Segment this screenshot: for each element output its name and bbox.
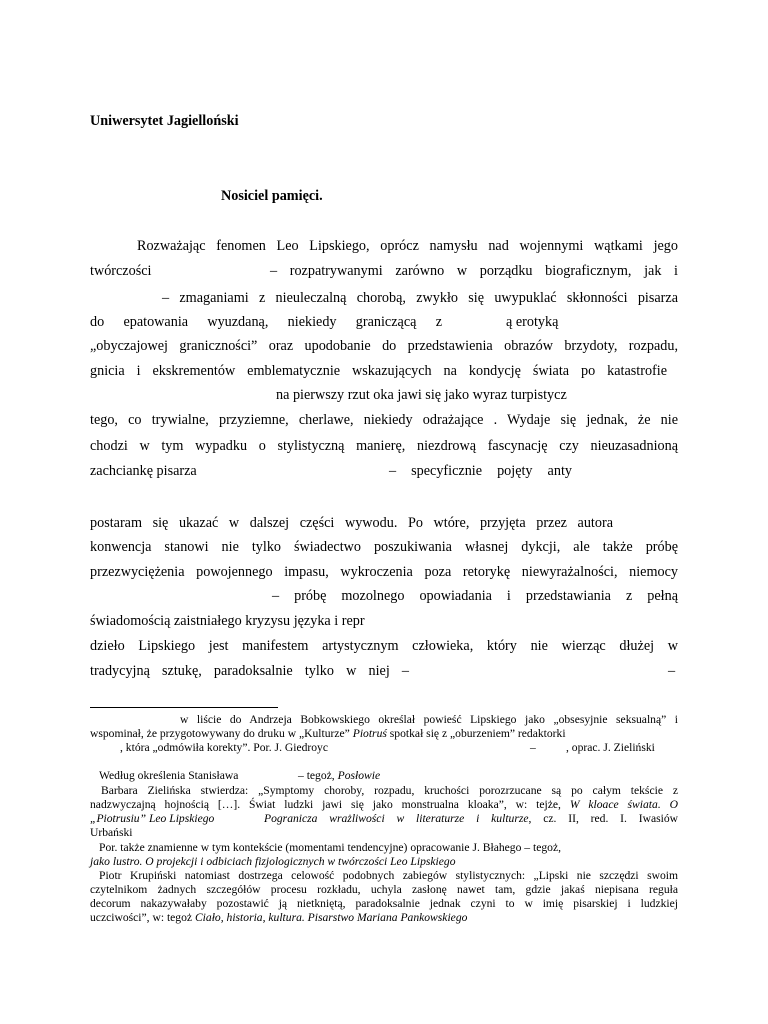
body-line-14: – próbę mozolnego opowiadania i przedstawiania z pełną — [272, 588, 678, 604]
footnote-separator — [90, 707, 278, 708]
footnote-3-line-3 — [90, 812, 214, 826]
body-line-5: „obyczajowej graniczności” oraz upodobanie do przedstawienia obrazów brzydoty, rozpadu, — [90, 338, 678, 354]
body-line-3: – zmaganiami z nieuleczalną chorobą, zwykło się uwypuklać skłonności pisarza — [162, 290, 678, 306]
footnote-2-title: Posłowie — [337, 769, 381, 782]
affiliation: Uniwersytet Jagielloński — [90, 113, 239, 129]
footnote-1-line-3c: , oprac. J. Zieliński — [566, 741, 655, 754]
footnote-3-title-cont: „Piotrusiu” Leo Lipskiego — [90, 812, 215, 825]
body-line-15: świadomością zaistniałego kryzysu języka i repr — [90, 613, 365, 629]
body-line-11: postaram się ukazać w dalszej części wywodu. Po wtóre, przyjęta przez autora — [90, 515, 613, 531]
body-line-10b: – specyficznie pojęty anty — [389, 463, 572, 479]
footnote-5-text: uczciwości”, w: tegoż — [90, 911, 193, 924]
footnote-5-title: Ciało, historia, kultura. Pisarstwo Mariana Pankowskiego — [194, 911, 468, 924]
footnote-5-line-4 — [90, 911, 467, 925]
footnote-1-line-2 — [90, 727, 566, 741]
footnote-1-text-cont: spotkał się z „oburzeniem” redaktorki — [389, 727, 566, 740]
body-line-10a: zachciankę pisarza — [90, 463, 197, 479]
body-line-16: dzieło Lipskiego jest manifestem artystycznym człowieka, który nie wierząc dłużej w — [90, 638, 678, 654]
body-line-9: chodzi w tym wypadku o stylistyczną manierę, niezdrową fascynację czy nieuzasadnioną — [90, 438, 678, 454]
footnote-4-line-2 — [90, 855, 456, 869]
footnote-3-line-3b — [264, 812, 678, 826]
footnote-1-line-3a: , która „odmówiła korekty”. Por. J. Giedroyc — [120, 741, 328, 754]
footnote-1-title: Piotruś — [352, 727, 387, 740]
footnote-2-b — [298, 769, 380, 783]
footnote-3-title: W kloace świata. O — [569, 798, 678, 811]
footnote-4-title: jako lustro. O projekcji i odbiciach fizjologicznych w twórczości Leo Lipskiego — [90, 855, 456, 868]
footnote-2-a: Według określenia Stanisława — [99, 769, 239, 782]
footnote-3-text: nadzwyczajną hojnością […]. Świat ludzki jawi się jako monstrualna kloaka”, w: tejże, — [90, 798, 561, 811]
footnote-3-line-4: Urbański — [90, 826, 133, 839]
footnote-3-line-2 — [90, 798, 678, 812]
body-line-4b: ą erotyką — [506, 314, 559, 330]
footnote-1-text: wspominał, że przygotowywany do druku w „Kulturze” — [90, 727, 350, 740]
body-line-8: tego, co trywialne, przyziemne, cherlawe, niekiedy odrażające . Wydaje się jednak, że nie — [90, 412, 678, 428]
body-line-2b: – rozpatrywanymi zarówno w porządku biograficznym, jak i — [270, 263, 678, 279]
footnote-1-line-3b: – — [530, 741, 536, 754]
body-line-12: konwencja stanowi nie tylko świadectwo poszukiwania własnej dykcji, ale także próbę — [90, 539, 678, 555]
body-line-13: przezwyciężenia powojennego impasu, wykroczenia poza retorykę niewyrażalności, niemocy — [90, 564, 678, 580]
footnote-4-line-1: Por. także znamienne w tym kontekście (momentami tendencyjne) opracowanie J. Błahego – tegoż, — [99, 841, 561, 854]
body-line-6: gnicia i ekskrementów emblematycznie wskazujących na kondycję świata po katastrofie — [90, 363, 667, 379]
footnote-5-line-2: czytelnikom żadnych szczegółów procesu rozkładu, uchyla zasłonę nawet tam, gdzie jakaś niepisana reguła — [90, 883, 678, 896]
footnote-1-line-1: w liście do Andrzeja Bobkowskiego określał powieść Lipskiego jako „obsesyjnie seksualną” i — [180, 713, 678, 726]
page-title: Nosiciel pamięci. — [221, 188, 323, 204]
footnote-3-line-1: Barbara Zielińska stwierdza: „Symptomy choroby, rozpadu, kruchości porozrzucane są po całym tekście z — [101, 784, 678, 797]
body-line-17b: – — [668, 663, 676, 679]
footnote-5-line-1: Piotr Krupiński natomiast dostrzega celowość podobnych zabiegów stylistycznych: „Lipski nie szczędzi swoim — [99, 869, 678, 882]
footnote-3-volume: Pogranicza wrażliwości w literaturze i kulturze — [264, 812, 529, 825]
body-line-4a: do epatowania wyuzdaną, niekiedy graniczącą z — [90, 314, 442, 330]
footnote-2-ref: – tegoż, — [298, 769, 335, 782]
body-line-17a: tradycyjną sztukę, paradoksalnie tylko w niej – — [90, 663, 409, 679]
body-line-2a: twórczości — [90, 263, 152, 279]
body-line-7: na pierwszy rzut oka jawi się jako wyraz turpistycz — [276, 387, 567, 403]
footnote-3-editor: , cz. II, red. I. Iwasiów — [528, 812, 678, 825]
footnote-5-line-3: decorum nakazywałaby pozostawić ją nietkniętą, paradoksalnie jednak czyni to w imię pisarskiej i ludzkiej — [90, 897, 678, 910]
body-line-1: Rozważając fenomen Leo Lipskiego, oprócz namysłu nad wojennymi wątkami jego — [137, 238, 678, 254]
